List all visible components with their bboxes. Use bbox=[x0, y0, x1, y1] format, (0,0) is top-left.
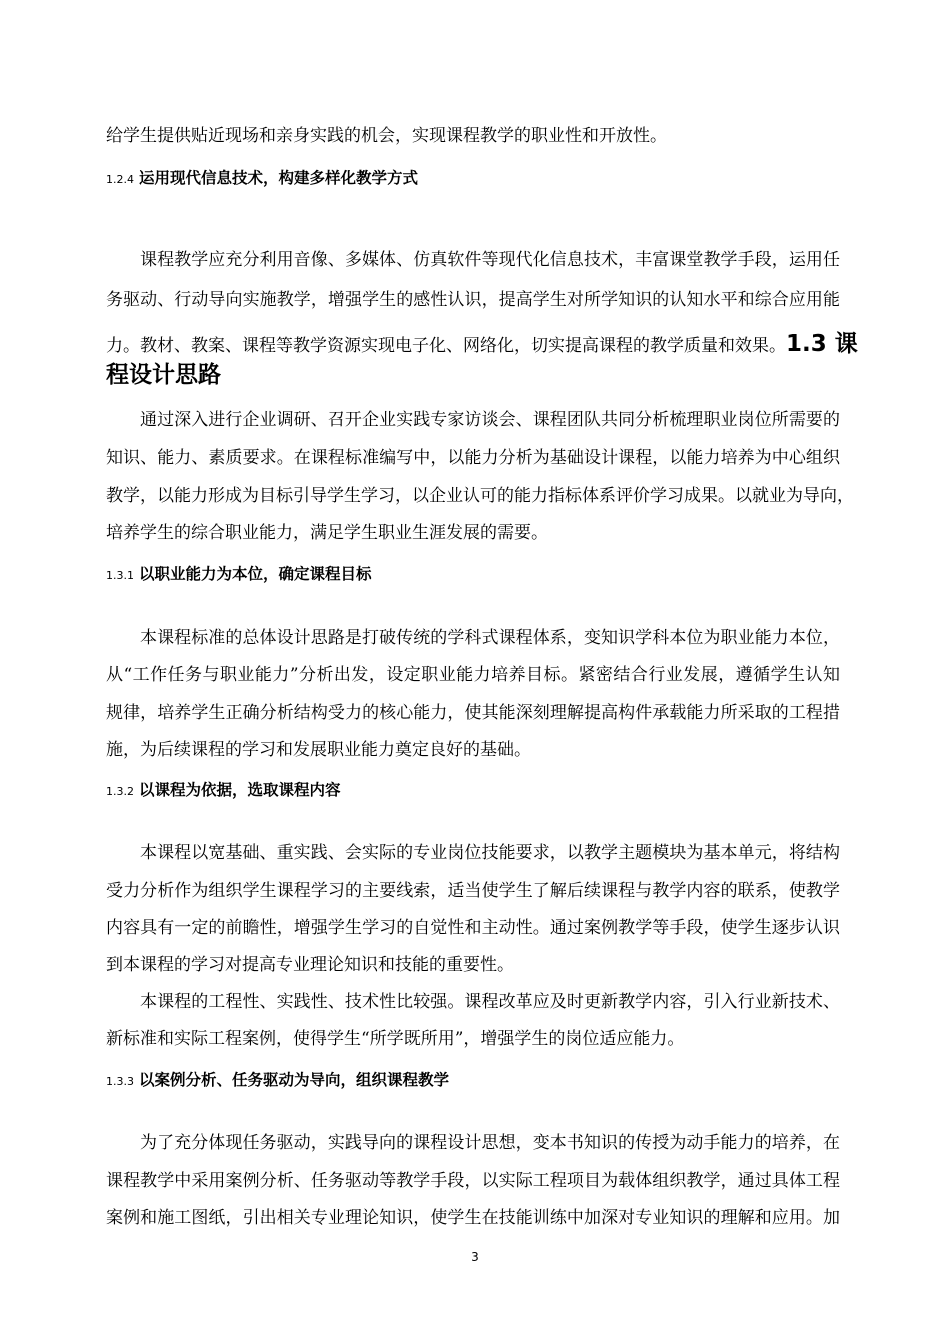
body-text-line: 新标准和实际工程案例，使得学生“所学既所用”，增强学生的岗位适应能力。 bbox=[106, 1029, 685, 1049]
section-heading-1-2-4 bbox=[106, 166, 418, 188]
heading-title: 以课程为依据，选取课程内容 bbox=[138, 781, 341, 799]
body-text-line bbox=[106, 325, 858, 358]
heading-number: 1.3.1 bbox=[106, 569, 134, 582]
section-heading-1-3-lead: 1.3 课 bbox=[786, 331, 858, 357]
heading-title: 以职业能力为本位，确定课程目标 bbox=[138, 565, 372, 583]
section-heading-1-3-3 bbox=[106, 1068, 449, 1090]
heading-number: 1.3.3 bbox=[106, 1075, 134, 1088]
section-heading-1-3-tail: 程设计思路 bbox=[106, 362, 221, 388]
heading-number: 1.2.4 bbox=[106, 173, 134, 186]
body-text-line: 务驱动、行动导向实施教学，增强学生的感性认识，提高学生对所学知识的认知水平和综合应用能 bbox=[106, 290, 840, 310]
heading-title: 运用现代信息技术，构建多样化教学方式 bbox=[138, 169, 418, 187]
body-text-line: 到本课程的学习对提高专业理论知识和技能的重要性。 bbox=[106, 955, 514, 975]
body-text-line: 受力分析作为组织学生课程学习的主要线索，适当使学生了解后续课程与教学内容的联系，使教学 bbox=[106, 881, 840, 901]
page-number: 3 bbox=[471, 1250, 479, 1264]
body-text-line: 施，为后续课程的学习和发展职业能力奠定良好的基础。 bbox=[106, 740, 531, 760]
body-text-line: 知识、能力、素质要求。在课程标准编写中，以能力分析为基础设计课程，以能力培养为中心组织 bbox=[106, 448, 840, 468]
heading-number: 1.3.2 bbox=[106, 785, 134, 798]
body-text-line: 为了充分体现任务驱动，实践导向的课程设计思想，变本书知识的传授为动手能力的培养，在 bbox=[140, 1133, 840, 1153]
section-heading-1-3-1 bbox=[106, 562, 371, 584]
body-text-line: 通过深入进行企业调研、召开企业实践专家访谈会、课程团队共同分析梳理职业岗位所需要的 bbox=[140, 410, 840, 430]
body-text-line: 课程教学应充分利用音像、多媒体、仿真软件等现代化信息技术，丰富课堂教学手段，运用任 bbox=[140, 250, 840, 270]
body-text-segment: 力。教材、教案、课程等教学资源实现电子化、网络化，切实提高课程的教学质量和效果。 bbox=[106, 336, 786, 356]
body-text-line: 本课程标准的总体设计思路是打破传统的学科式课程体系，变知识学科本位为职业能力本位， bbox=[140, 628, 840, 648]
body-text-line: 本课程的工程性、实践性、技术性比较强。课程改革应及时更新教学内容，引入行业新技术、 bbox=[140, 992, 840, 1012]
body-text-line: 给学生提供贴近现场和亲身实践的机会，实现课程教学的职业性和开放性。 bbox=[106, 126, 667, 146]
body-text-line: 案例和施工图纸，引出相关专业理论知识，使学生在技能训练中加深对专业知识的理解和应用。加 bbox=[106, 1208, 840, 1228]
body-text-line: 教学，以能力形成为目标引导学生学习，以企业认可的能力指标体系评价学习成果。以就业为导向， bbox=[106, 486, 854, 506]
heading-title: 以案例分析、任务驱动为导向，组织课程教学 bbox=[138, 1071, 449, 1089]
section-heading-1-3-2 bbox=[106, 778, 340, 800]
body-text-line: 规律，培养学生正确分析结构受力的核心能力，使其能深刻理解提高构件承载能力所采取的工程措 bbox=[106, 703, 840, 723]
body-text-line: 本课程以宽基础、重实践、会实际的专业岗位技能要求，以教学主题模块为基本单元，将结构 bbox=[140, 843, 840, 863]
body-text-line: 从“工作任务与职业能力”分析出发，设定职业能力培养目标。紧密结合行业发展，遵循学生认知 bbox=[106, 665, 840, 685]
body-text-line: 课程教学中采用案例分析、任务驱动等教学手段，以实际工程项目为载体组织教学，通过具体工程 bbox=[106, 1171, 840, 1191]
body-text-line: 培养学生的综合职业能力，满足学生职业生涯发展的需要。 bbox=[106, 523, 548, 543]
body-text-line: 内容具有一定的前瞻性，增强学生学习的自觉性和主动性。通过案例教学等手段，使学生逐步认识 bbox=[106, 918, 840, 938]
